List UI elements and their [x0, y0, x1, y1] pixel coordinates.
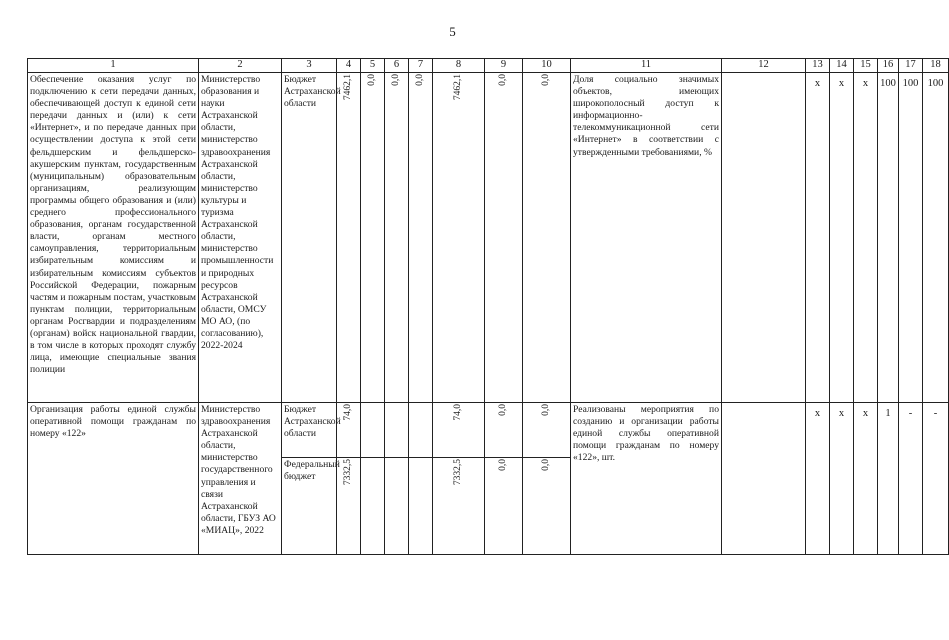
header-row [28, 59, 949, 73]
header-cell: 4 [337, 59, 361, 73]
funding-source: Бюджет Астраханской области [282, 73, 337, 403]
header-cell: 7 [409, 59, 433, 73]
amount-col7: 0,0 [415, 74, 425, 86]
amount-col10: 0,0 [541, 404, 551, 416]
header-cell: 10 [523, 59, 571, 73]
value-col14: х [838, 408, 845, 419]
header-cell: 13 [806, 59, 830, 73]
funding-source: Бюджет Астраханской области [282, 403, 337, 458]
header-cell: 14 [830, 59, 854, 73]
amount-total: 7462,1 [343, 74, 353, 101]
value-col18: - [933, 408, 938, 419]
amount-col9: 0,0 [498, 74, 508, 86]
value-col16: 1 [885, 408, 891, 419]
header-cell: 17 [899, 59, 923, 73]
value-col17: 100 [902, 78, 919, 89]
amount-col8: 7332,5 [453, 459, 463, 486]
indicator-name: Реализованы мероприятия по созданию и организации работы единой службы оперативной помощи гражданам по номеру «122», шт. [571, 403, 722, 555]
header-cell: 6 [385, 59, 409, 73]
measures-table [27, 58, 949, 555]
amount-col9: 0,0 [498, 404, 508, 416]
amount-col9: 0,0 [498, 459, 508, 471]
header-cell: 3 [282, 59, 337, 73]
header-cell: 2 [199, 59, 282, 73]
header-cell: 1 [28, 59, 199, 73]
amount-total: 7332,5 [343, 459, 353, 486]
responsible-executors: Министерство образования и науки Астраханской области, министерство здравоохранения Астраханской области, министерство культуры и туризма Астраханской области, министерство промышленности и природных ресурсов Астраханской области, ОМСУ МО АО, (по согласованию), 2022-2024 [199, 73, 282, 403]
measure-description: Организация работы единой службы оперативной помощи гражданам по номеру «122» [28, 403, 199, 555]
responsible-executors: Министерство здравоохранения Астраханской области, министерство государственного управления и связи Астраханской области, ГБУЗ АО «МИАЦ», 2022 [199, 403, 282, 555]
amount-total: 74,0 [343, 404, 353, 421]
indicator-name: Доля социально значимых объектов, имеющих широкополосный доступ к информационно-телекоммуникационной сети «Интернет» в соответствии с утвержденными требованиями, % [571, 73, 722, 403]
value-col14: х [838, 78, 845, 89]
header-cell: 16 [878, 59, 899, 73]
header-cell: 18 [923, 59, 949, 73]
value-col15: х [862, 408, 869, 419]
header-cell: 9 [485, 59, 523, 73]
header-cell: 15 [854, 59, 878, 73]
table-row [28, 403, 949, 458]
header-cell: 5 [361, 59, 385, 73]
amount-col6: 0,0 [391, 74, 401, 86]
value-col13: х [814, 408, 821, 419]
value-col18: 100 [927, 78, 944, 89]
header-cell: 12 [722, 59, 806, 73]
value-col16: 100 [880, 78, 896, 89]
col12-cell [722, 73, 806, 403]
value-col15: х [862, 78, 869, 89]
header-cell: 8 [433, 59, 485, 73]
amount-col8: 74,0 [453, 404, 463, 421]
funding-source: Федеральный бюджет [282, 458, 337, 555]
amount-col5: 0,0 [367, 74, 377, 86]
col12-cell [722, 403, 806, 555]
amount-col10: 0,0 [541, 74, 551, 86]
value-col13: х [814, 78, 821, 89]
amount-col8: 7462,1 [453, 74, 463, 101]
table-row [28, 73, 949, 403]
measure-description: Обеспечение оказания услуг по подключению к сети передачи данных, обеспечивающей доступ к единой сети передачи данных и (или) к сети «Интернет», и по передаче данных при осуществлении доступа к этой сети фельдшерским и фельдшерско-акушерским пунктам, государственным (муниципальным) образовательным организациям, реализующим программы общего образования и (или) среднего профессионального образования, органам государственной власти, органам местного самоуправления, территориальным избирательным комиссиям и избирательным комиссиям субъектов Российской Федерации, пожарным частям и пожарным постам, участковым пунктам полиции, территориальным органам Росгвардии и подразделениям (органам) войск национальной гвардии, в том числе в которых проходят службу лица, имеющие специальные звания полиции [28, 73, 199, 403]
header-cell: 11 [571, 59, 722, 73]
page-number: 5 [449, 24, 456, 39]
amount-col10: 0,0 [541, 459, 551, 471]
value-col17: - [908, 408, 913, 419]
